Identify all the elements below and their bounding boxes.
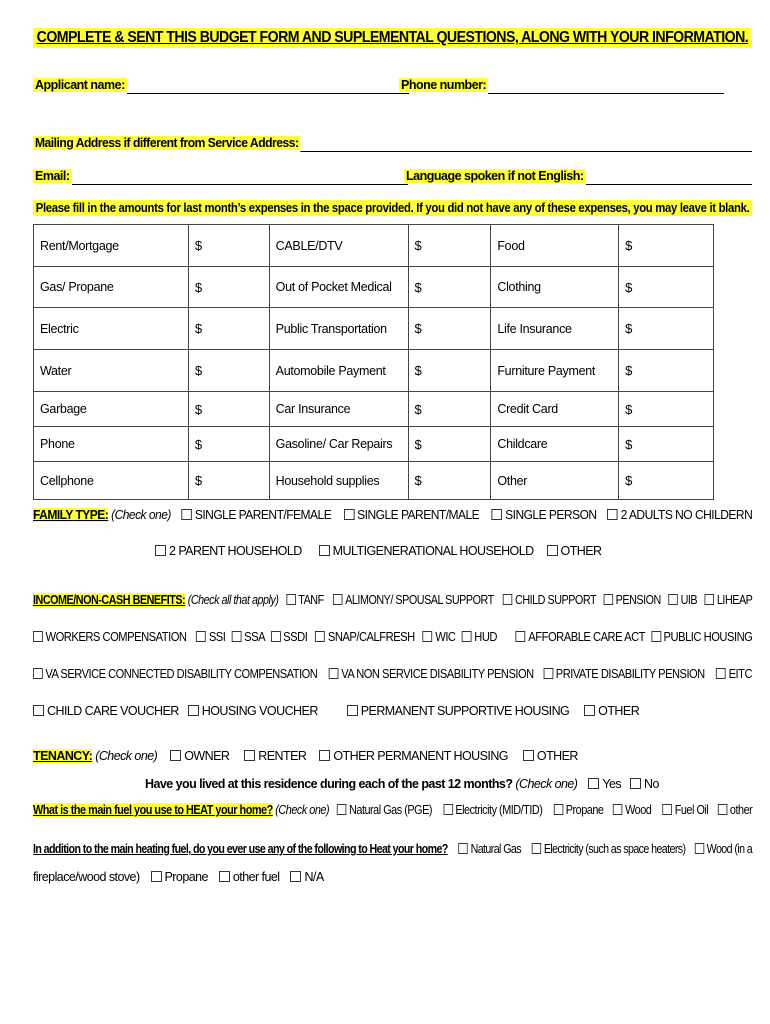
checkbox-option[interactable]: PENSION bbox=[604, 593, 661, 607]
checkbox-option[interactable]: WIC bbox=[423, 630, 456, 644]
checkbox-option[interactable]: RENTER bbox=[244, 749, 306, 763]
checkbox-icon bbox=[344, 509, 355, 520]
checkbox-icon bbox=[290, 871, 301, 882]
checkbox-icon bbox=[155, 545, 166, 556]
checkbox-option[interactable]: No bbox=[630, 777, 659, 791]
amount-field[interactable]: $ bbox=[619, 392, 714, 427]
checkbox-icon bbox=[547, 545, 558, 556]
table-row bbox=[34, 462, 714, 500]
checkbox-icon bbox=[651, 631, 661, 642]
checkbox-icon bbox=[151, 871, 162, 882]
amount-field[interactable]: $ bbox=[408, 427, 491, 462]
checkbox-option[interactable]: UIB bbox=[669, 593, 698, 607]
checkbox-icon bbox=[244, 750, 255, 761]
wrapped-option-text: fireplace/wood stove) bbox=[33, 870, 140, 884]
checkbox-icon bbox=[523, 750, 534, 761]
checkbox-option[interactable]: PRIVATE DISABILITY PENSION bbox=[543, 667, 704, 681]
checkbox-icon bbox=[516, 631, 526, 642]
amount-field[interactable]: $ bbox=[188, 427, 269, 462]
checkbox-icon bbox=[503, 594, 512, 605]
expense-label: Phone bbox=[34, 427, 189, 462]
checkbox-icon bbox=[669, 594, 678, 605]
checkbox-option[interactable]: OTHER PERMANENT HOUSING bbox=[319, 749, 508, 763]
checkbox-option[interactable]: SINGLE PARENT/FEMALE bbox=[181, 508, 331, 522]
checkbox-icon bbox=[462, 631, 472, 642]
email-field[interactable] bbox=[72, 184, 408, 185]
checkbox-option[interactable]: Natural Gas bbox=[459, 842, 521, 856]
amount-field[interactable]: $ bbox=[619, 308, 714, 350]
language-row bbox=[404, 167, 752, 185]
mailing-field[interactable] bbox=[301, 151, 753, 152]
amount-field[interactable]: $ bbox=[188, 225, 269, 267]
checkbox-icon bbox=[584, 705, 595, 716]
checkbox-icon bbox=[695, 843, 704, 854]
amount-field[interactable]: $ bbox=[408, 225, 491, 267]
checkbox-option[interactable]: SSI bbox=[196, 630, 225, 644]
checkbox-option[interactable]: Fuel Oil bbox=[663, 803, 709, 817]
checkbox-icon bbox=[33, 705, 44, 716]
residence-question-row bbox=[145, 777, 659, 791]
checkbox-option[interactable]: other fuel bbox=[219, 870, 280, 884]
checkbox-option[interactable]: TANF bbox=[286, 593, 324, 607]
checkbox-option[interactable]: 2 PARENT HOUSEHOLD bbox=[155, 544, 302, 558]
checkbox-icon bbox=[543, 668, 553, 679]
expense-label: Clothing bbox=[491, 267, 619, 308]
checkbox-option[interactable]: EITC bbox=[716, 667, 752, 681]
amount-field[interactable]: $ bbox=[188, 308, 269, 350]
checkbox-icon bbox=[718, 804, 728, 815]
expense-label: Gasoline/ Car Repairs bbox=[269, 427, 408, 462]
checkbox-icon bbox=[181, 509, 192, 520]
expense-label: CABLE/DTV bbox=[269, 225, 408, 267]
checkbox-option[interactable]: OTHER bbox=[547, 544, 602, 558]
checkbox-icon bbox=[604, 594, 613, 605]
checkbox-option[interactable]: Wood (in a bbox=[695, 842, 752, 856]
checkbox-icon bbox=[613, 804, 623, 815]
expense-label: Cellphone bbox=[34, 462, 189, 500]
checkbox-option[interactable]: SNAP/CALFRESH bbox=[315, 630, 414, 644]
checkbox-option[interactable]: other bbox=[718, 803, 753, 817]
expense-label: Furniture Payment bbox=[491, 350, 619, 392]
checkbox-option[interactable]: Electricity (such as space heaters) bbox=[532, 842, 686, 856]
checkbox-option[interactable]: ALIMONY/ SPOUSAL SUPPORT bbox=[333, 593, 493, 607]
expense-label: Out of Pocket Medical bbox=[269, 267, 408, 308]
checkbox-option[interactable]: AFFORABLE CARE ACT bbox=[516, 630, 645, 644]
family-type-hint: (Check one) bbox=[111, 508, 171, 522]
checkbox-icon bbox=[232, 631, 242, 642]
checkbox-option[interactable]: Propane bbox=[151, 870, 208, 884]
checkbox-icon bbox=[329, 668, 339, 679]
applicant-row bbox=[33, 76, 409, 94]
checkbox-icon bbox=[459, 843, 468, 854]
language-label: Language spoken if not English: bbox=[406, 169, 584, 183]
amount-field[interactable]: $ bbox=[619, 225, 714, 267]
expense-label: Other bbox=[491, 462, 619, 500]
checkbox-icon bbox=[663, 804, 673, 815]
checkbox-icon bbox=[188, 705, 199, 716]
checkbox-icon bbox=[271, 631, 281, 642]
family-type-row-1 bbox=[33, 508, 752, 522]
tenancy-label: TENANCY: bbox=[33, 749, 93, 763]
checkbox-icon bbox=[532, 843, 541, 854]
checkbox-option[interactable]: HUD bbox=[462, 630, 497, 644]
checkbox-option[interactable]: VA NON SERVICE DISABILITY PENSION bbox=[329, 667, 534, 681]
email-row bbox=[33, 167, 408, 185]
checkbox-option[interactable]: OTHER bbox=[584, 704, 639, 718]
form-title: COMPLETE & SENT THIS BUDGET FORM AND SUPLEMENTAL QUESTIONS, ALONG WITH YOUR INFORMATION. bbox=[33, 28, 752, 48]
checkbox-icon bbox=[33, 631, 43, 642]
checkbox-option[interactable]: LIHEAP bbox=[705, 593, 753, 607]
amount-field[interactable]: $ bbox=[408, 392, 491, 427]
expense-label: Credit Card bbox=[491, 392, 619, 427]
checkbox-option[interactable]: Electricity (MID/TID) bbox=[443, 803, 542, 817]
income-row-3 bbox=[33, 667, 752, 681]
family-type-row-2 bbox=[155, 544, 602, 558]
language-field[interactable] bbox=[586, 184, 752, 185]
checkbox-option[interactable]: CHILD CARE VOUCHER bbox=[33, 704, 179, 718]
amount-field[interactable]: $ bbox=[188, 350, 269, 392]
amount-field[interactable]: $ bbox=[619, 427, 714, 462]
checkbox-option[interactable]: Natural Gas (PGE) bbox=[337, 803, 432, 817]
checkbox-option[interactable]: PUBLIC HOUSING bbox=[651, 630, 752, 644]
checkbox-icon bbox=[347, 705, 358, 716]
checkbox-option[interactable]: SINGLE PERSON bbox=[492, 508, 597, 522]
amount-field[interactable]: $ bbox=[619, 267, 714, 308]
checkbox-option[interactable]: Propane bbox=[554, 803, 604, 817]
checkbox-option[interactable]: SSDI bbox=[271, 630, 308, 644]
income-row-1 bbox=[33, 593, 752, 607]
income-row-4 bbox=[33, 704, 639, 718]
checkbox-option[interactable]: OWNER bbox=[170, 749, 229, 763]
checkbox-option[interactable]: Yes bbox=[588, 777, 621, 791]
additional-heat-row bbox=[33, 842, 752, 856]
heat-question: What is the main fuel you use to HEAT your home? bbox=[33, 803, 273, 817]
residence-question: Have you lived at this residence during each of the past 12 months? bbox=[145, 777, 513, 791]
tenancy-hint: (Check one) bbox=[95, 749, 158, 763]
applicant-name-label: Applicant name: bbox=[35, 78, 125, 92]
mailing-row bbox=[33, 134, 752, 152]
checkbox-icon bbox=[705, 594, 714, 605]
checkbox-icon bbox=[286, 594, 295, 605]
additional-heat-question: In addition to the main heating fuel, do you ever use any of the following to Heat your home? bbox=[33, 842, 448, 856]
expense-instructions: Please fill in the amounts for last month’s expenses in the space provided. If you did not have any of these expenses, you may leave it blank. bbox=[33, 200, 752, 216]
checkbox-option[interactable]: VA SERVICE CONNECTED DISABILITY COMPENSATION bbox=[33, 667, 317, 681]
checkbox-icon bbox=[315, 631, 325, 642]
checkbox-icon bbox=[170, 750, 181, 761]
checkbox-icon bbox=[319, 545, 330, 556]
checkbox-option[interactable]: SSA bbox=[232, 630, 265, 644]
table-row bbox=[34, 267, 714, 308]
expense-label: Car Insurance bbox=[269, 392, 408, 427]
email-label: Email: bbox=[35, 169, 70, 183]
checkbox-option[interactable]: PERMANENT SUPPORTIVE HOUSING bbox=[347, 704, 569, 718]
expense-label: Public Transportation bbox=[269, 308, 408, 350]
amount-field[interactable]: $ bbox=[188, 267, 269, 308]
checkbox-icon bbox=[219, 871, 230, 882]
checkbox-icon bbox=[443, 804, 453, 815]
expense-label: Household supplies bbox=[269, 462, 408, 500]
checkbox-option[interactable]: Wood bbox=[613, 803, 651, 817]
checkbox-icon bbox=[196, 631, 206, 642]
amount-field[interactable]: $ bbox=[619, 350, 714, 392]
table-row bbox=[34, 225, 714, 267]
checkbox-icon bbox=[492, 509, 503, 520]
checkbox-option[interactable]: 2 ADULTS NO CHILDERN bbox=[607, 508, 752, 522]
income-row-2 bbox=[33, 630, 752, 644]
heat-hint: (Check one) bbox=[275, 803, 330, 817]
checkbox-icon bbox=[33, 668, 43, 679]
amount-field[interactable]: $ bbox=[188, 462, 269, 500]
additional-heat-row-2 bbox=[33, 870, 324, 884]
tenancy-row bbox=[33, 749, 578, 763]
table-row bbox=[34, 350, 714, 392]
phone-field[interactable] bbox=[488, 93, 724, 94]
expense-label: Life Insurance bbox=[491, 308, 619, 350]
checkbox-icon bbox=[716, 668, 726, 679]
checkbox-option[interactable]: WORKERS COMPENSATION bbox=[33, 630, 187, 644]
heat-fuel-row bbox=[33, 803, 752, 817]
residence-hint: (Check one) bbox=[515, 777, 578, 791]
checkbox-icon bbox=[607, 509, 618, 520]
amount-field[interactable]: $ bbox=[188, 392, 269, 427]
applicant-name-field[interactable] bbox=[127, 93, 409, 94]
expense-label: Gas/ Propane bbox=[34, 267, 189, 308]
checkbox-option[interactable]: CHILD SUPPORT bbox=[503, 593, 596, 607]
phone-label: Phone number: bbox=[401, 78, 487, 92]
checkbox-icon bbox=[423, 631, 433, 642]
income-label: INCOME/NON-CASH BENEFITS: bbox=[33, 593, 186, 607]
checkbox-icon bbox=[319, 750, 330, 761]
income-hint: (Check all that apply) bbox=[187, 593, 279, 607]
table-row bbox=[34, 308, 714, 350]
mailing-label: Mailing Address if different from Service Address: bbox=[34, 136, 299, 150]
checkbox-option[interactable]: HOUSING VOUCHER bbox=[188, 704, 318, 718]
amount-field[interactable]: $ bbox=[619, 462, 714, 500]
amount-field[interactable]: $ bbox=[408, 462, 491, 500]
phone-row bbox=[399, 76, 724, 94]
amount-field[interactable]: $ bbox=[408, 267, 491, 308]
expense-table bbox=[33, 224, 714, 500]
checkbox-icon bbox=[337, 804, 347, 815]
expense-label: Food bbox=[491, 225, 619, 267]
checkbox-icon bbox=[588, 778, 599, 789]
expense-label: Water bbox=[34, 350, 189, 392]
checkbox-icon bbox=[333, 594, 342, 605]
expense-label: Garbage bbox=[34, 392, 189, 427]
checkbox-icon bbox=[630, 778, 641, 789]
expense-label: Rent/Mortgage bbox=[34, 225, 189, 267]
amount-field[interactable]: $ bbox=[408, 350, 491, 392]
checkbox-option[interactable]: OTHER bbox=[523, 749, 578, 763]
table-row bbox=[34, 427, 714, 462]
expense-label: Automobile Payment bbox=[269, 350, 408, 392]
checkbox-option[interactable]: SINGLE PARENT/MALE bbox=[344, 508, 480, 522]
family-type-label: FAMILY TYPE: bbox=[33, 508, 109, 522]
table-row bbox=[34, 392, 714, 427]
checkbox-option[interactable]: MULTIGENERATIONAL HOUSEHOLD bbox=[319, 544, 534, 558]
amount-field[interactable]: $ bbox=[408, 308, 491, 350]
expense-label: Electric bbox=[34, 308, 189, 350]
expense-label: Childcare bbox=[491, 427, 619, 462]
checkbox-icon bbox=[554, 804, 564, 815]
checkbox-option[interactable]: N/A bbox=[290, 870, 323, 884]
